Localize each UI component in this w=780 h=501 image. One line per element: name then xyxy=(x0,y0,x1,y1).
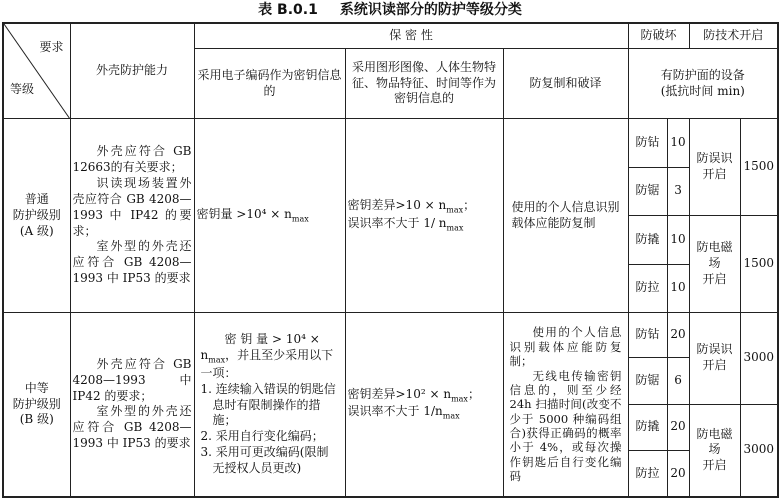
electronic-text-end: ，并且至少采用以下一项： xyxy=(200,348,334,380)
attack-name: 防撬 xyxy=(628,216,667,264)
biometric-text: 密钥差异>10² × n xyxy=(347,386,452,401)
header-secrecy: 保 密 性 xyxy=(194,23,628,48)
level-a-line: 普通 xyxy=(24,191,49,206)
attack-name: 防拉 xyxy=(628,264,667,312)
level-a-shell xyxy=(70,119,194,313)
subscript-max: max xyxy=(291,214,309,224)
tech-name xyxy=(689,216,740,313)
level-a-biometric xyxy=(345,119,503,313)
attack-minutes: 20 xyxy=(667,312,689,357)
tech-name-line: 开启 xyxy=(702,458,727,473)
level-b-shell xyxy=(70,312,194,497)
level-b-cell xyxy=(3,312,70,497)
header-protected-device xyxy=(628,48,778,119)
tech-name-line: 开启 xyxy=(702,167,727,182)
level-b-electronic xyxy=(194,312,345,497)
tech-name-line: 开启 xyxy=(702,358,727,373)
attack-name: 防拉 xyxy=(628,451,667,497)
header-requirement: 要求 xyxy=(39,40,64,54)
level-b-line: (B 级) xyxy=(19,412,54,427)
tech-minutes: 1500 xyxy=(740,119,778,216)
anti-copy-paragraph: 使用的个人信息识别载体应能防复制； xyxy=(509,325,622,369)
attack-minutes: 20 xyxy=(667,404,689,450)
table-title xyxy=(0,0,780,20)
biometric-punct: ； xyxy=(463,197,476,212)
header-level: 等级 xyxy=(10,82,35,97)
attack-name: 防锯 xyxy=(628,167,667,215)
tech-name xyxy=(689,404,740,497)
subscript-max: max xyxy=(208,355,226,365)
header-anti-damage: 防破坏 xyxy=(628,23,689,48)
header-anti-tech-open: 防技术开启 xyxy=(689,23,778,48)
tech-name-line: 防电磁场 xyxy=(696,240,733,271)
header-protected-device-text: 有防护面的设备 xyxy=(660,67,745,82)
attack-name: 防锯 xyxy=(628,358,667,404)
tech-minutes: 3000 xyxy=(740,404,778,497)
shell-paragraph: 识读现场装置外壳应符合 GB 4208—1993 中 IP42 的要求； xyxy=(72,176,192,238)
protection-level-table xyxy=(2,22,779,498)
tech-name xyxy=(689,119,740,216)
list-item: 2. 采用自行变化编码； xyxy=(200,429,324,444)
shell-paragraph: 外壳应符合 GB 12663的有关要求； xyxy=(72,144,192,175)
shell-paragraph: 外壳应符合 GB 4208—1993 中 IP42 的要求； xyxy=(72,356,192,403)
subscript-max: max xyxy=(451,393,468,403)
level-b-anti-copy xyxy=(503,312,628,497)
shell-paragraph: 室外型的外壳还应符合 GB 4208—1993 中 IP53 的要求 xyxy=(72,239,192,285)
attack-minutes: 10 xyxy=(667,264,689,312)
attack-minutes: 20 xyxy=(667,451,689,497)
level-a-anti-copy: 使用的个人信息识别载体应能防复制 xyxy=(503,119,628,313)
level-a-line: 防护级别 xyxy=(12,207,61,222)
subscript-max: max xyxy=(446,205,464,215)
header-biometric: 采用图形图像、人体生物特征、物品特征、时间等作为密钥信息的 xyxy=(345,48,503,119)
biometric-text: 误识率不大于 1/n xyxy=(347,404,443,419)
tech-name-line: 防误识 xyxy=(696,151,733,166)
tech-minutes: 3000 xyxy=(740,312,778,404)
subscript-max: max xyxy=(446,223,464,232)
attack-minutes: 3 xyxy=(667,167,689,215)
attack-minutes: 10 xyxy=(667,119,689,167)
list-item: 3. 采用可更改编码(限制无授权人员更改) xyxy=(200,445,329,475)
tech-name-line: 开启 xyxy=(702,271,727,286)
table-caption: 系统识读部分的防护等级分类 xyxy=(339,2,522,18)
level-b-biometric xyxy=(345,312,503,497)
level-b-line: 防护级别 xyxy=(12,396,61,411)
level-a-electronic xyxy=(194,119,345,313)
shell-paragraph: 室外型的外壳还应符合 GB 4208—1993 中 IP53 的要求 xyxy=(72,404,192,451)
level-b-line: 中等 xyxy=(24,380,49,395)
attack-minutes: 6 xyxy=(667,358,689,404)
biometric-text: 误识率不大于 1/ n xyxy=(347,215,447,230)
electronic-text: 密 钥 量 > 10⁴ × n xyxy=(200,332,320,362)
attack-name: 防钻 xyxy=(628,312,667,357)
attack-name: 防撬 xyxy=(628,404,667,450)
tech-name xyxy=(689,312,740,404)
table-label: 表 B.0.1 xyxy=(258,2,318,18)
tech-name-line: 防误识 xyxy=(696,342,733,357)
tech-minutes: 1500 xyxy=(740,216,778,313)
header-shell: 外壳防护能力 xyxy=(70,23,194,119)
header-electronic-code: 采用电子编码作为密钥信息的 xyxy=(194,48,345,119)
subscript-max: max xyxy=(442,411,460,421)
level-a-line: (A 级) xyxy=(19,223,54,238)
biometric-punct: ； xyxy=(467,386,480,401)
attack-minutes: 10 xyxy=(667,216,689,264)
diagonal-header-cell xyxy=(3,23,70,119)
biometric-text: 密钥差异>10 × n xyxy=(347,197,447,212)
list-item: 1. 连续输入错误的钥匙信息时有限制操作的措施； xyxy=(200,381,336,428)
tech-name-line: 防电磁场 xyxy=(696,426,733,457)
attack-name: 防钻 xyxy=(628,119,667,167)
header-anti-copy: 防复制和破译 xyxy=(503,48,628,119)
electronic-text: 密钥量 >10⁴ × n xyxy=(196,206,292,221)
header-resist-time: (抵抗时间 min) xyxy=(660,83,745,98)
anti-copy-paragraph: 无线电传输密钥信息的，则至少经 24h 扫描时间(改变不少于 5000 种编码组合)获得正确码的概率小于 4%，或每次操作钥匙后自行变化编码 xyxy=(509,368,622,484)
level-a-cell xyxy=(3,119,70,313)
